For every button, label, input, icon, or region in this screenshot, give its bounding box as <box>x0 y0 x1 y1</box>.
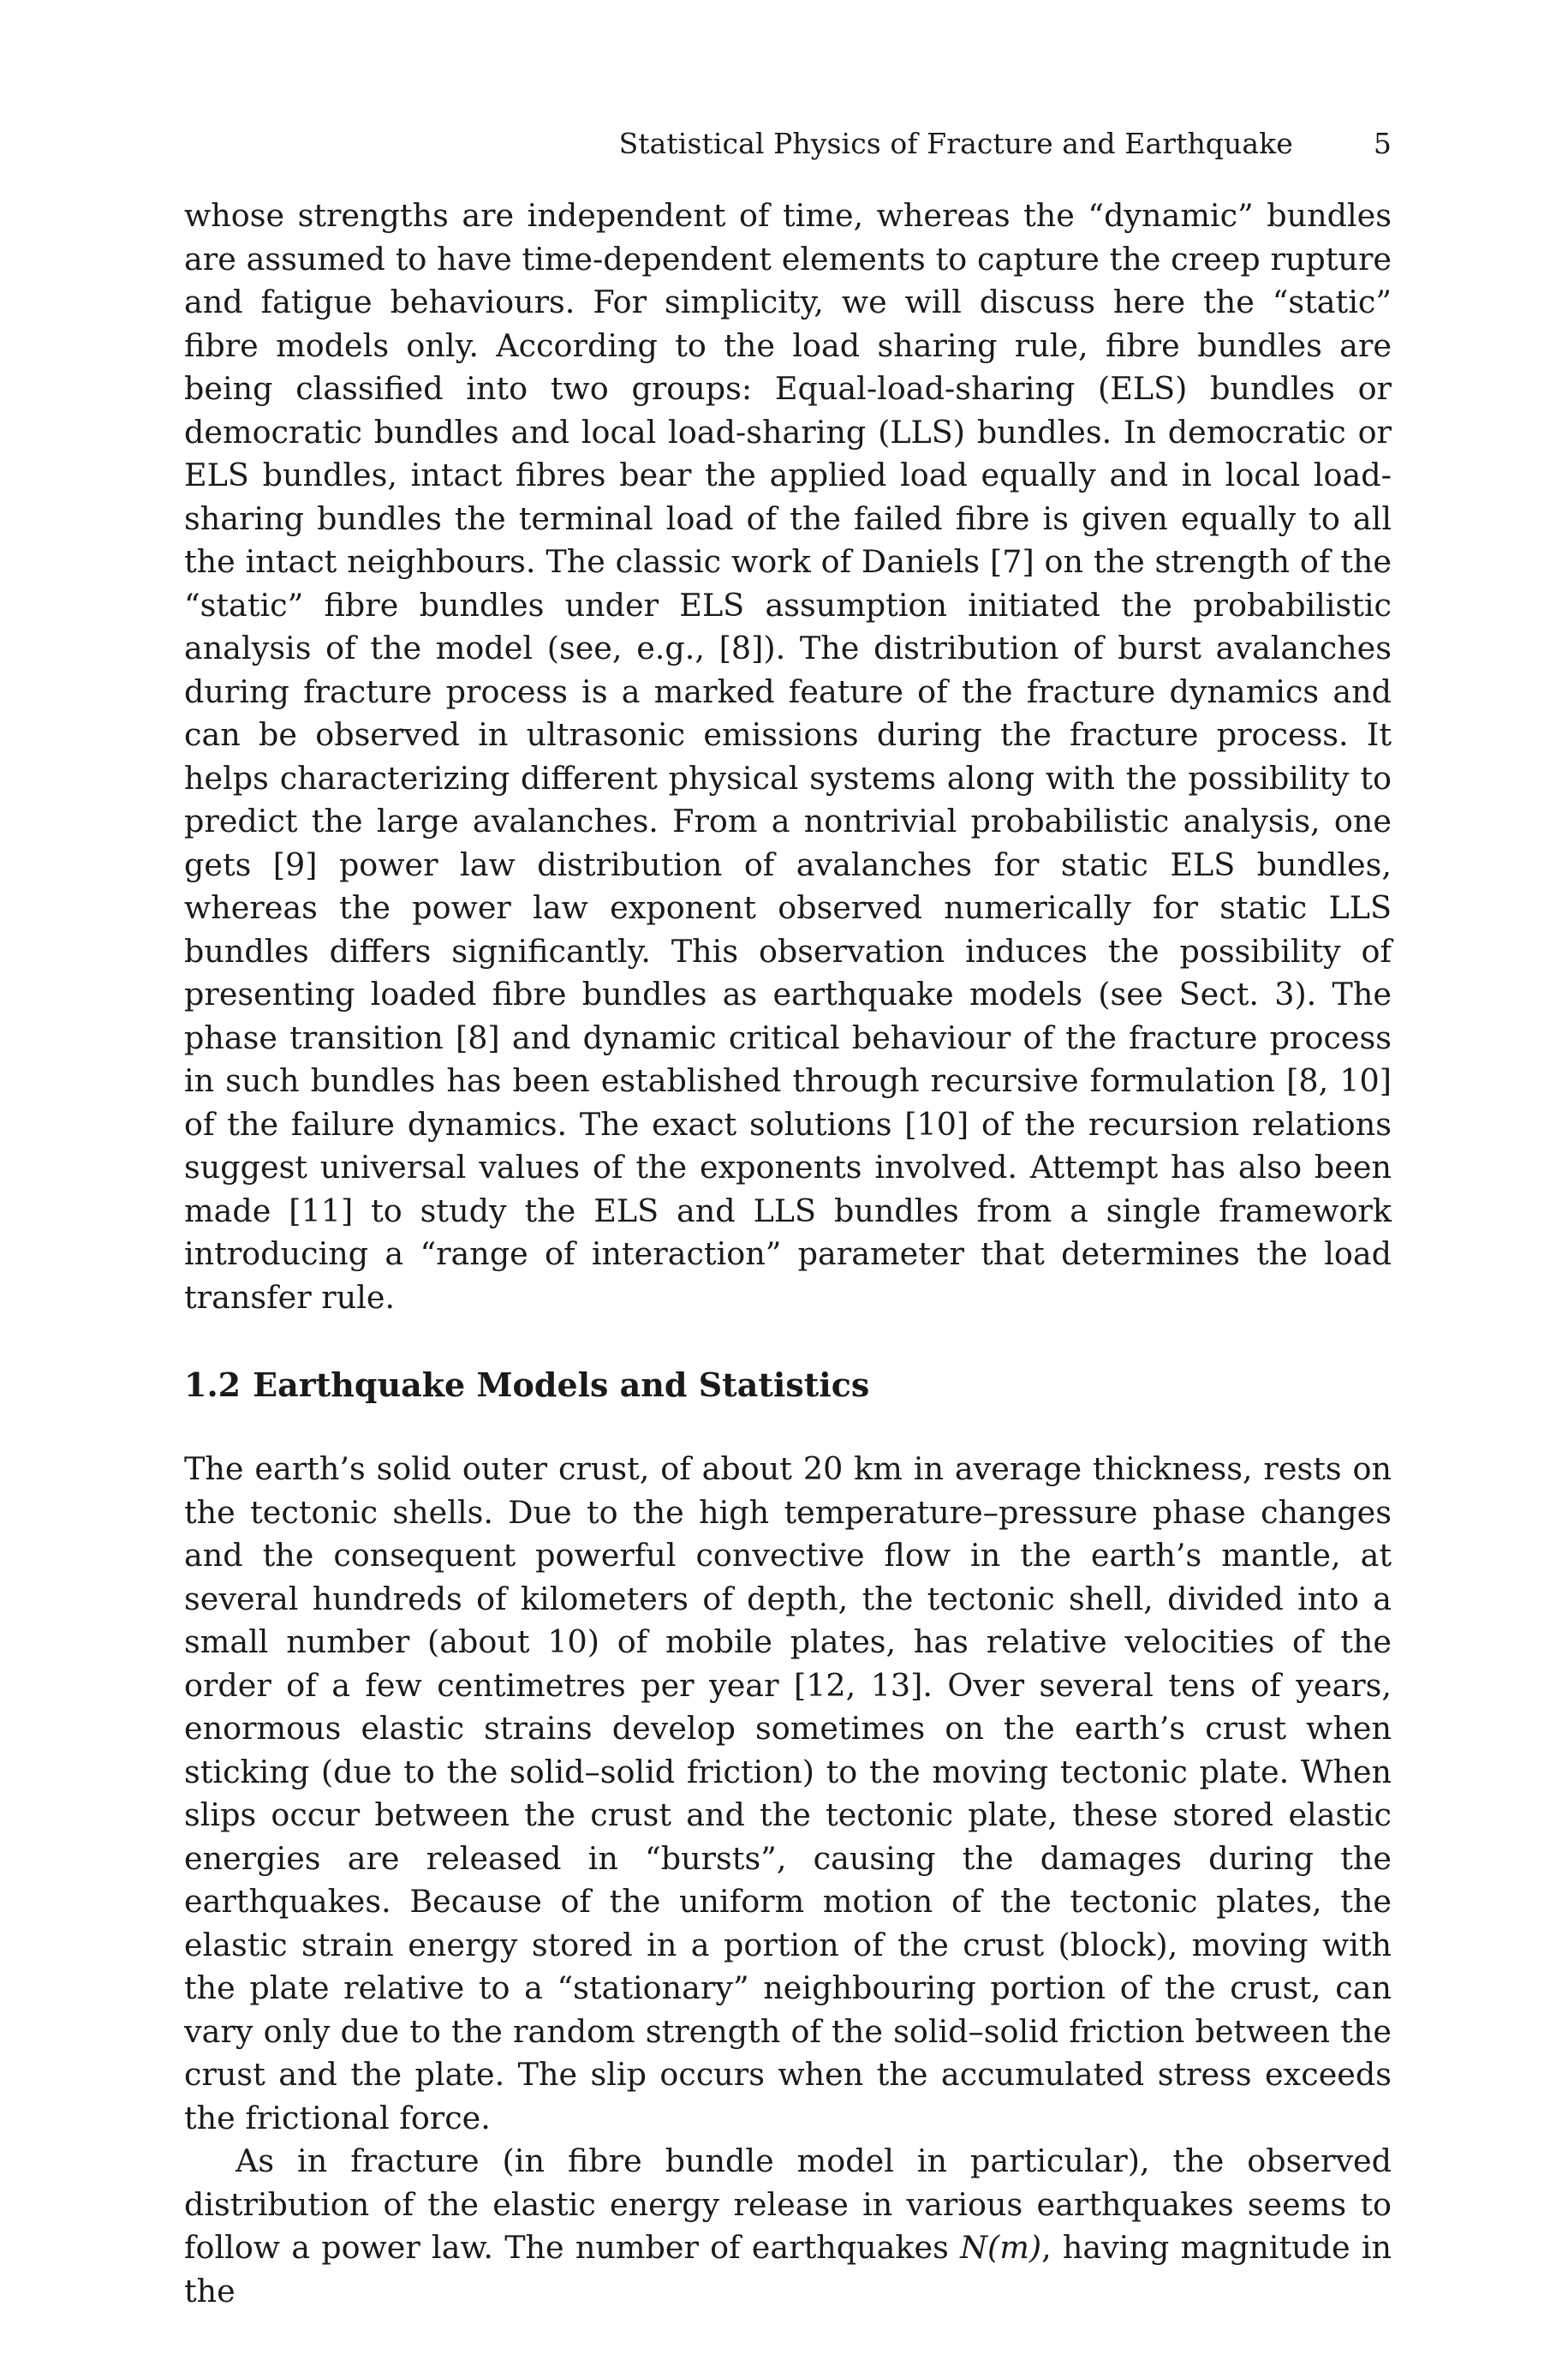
section-title: Earthquake Models and Statistics <box>253 1365 870 1404</box>
running-title: Statistical Physics of Fracture and Earthquake <box>618 127 1293 160</box>
paragraph-earth-crust: The earth’s solid outer crust, of about 20 km in average thickness, rests on the tectonic shells. Due to the high temperature–pressure phase changes and the consequent powerful convective flow in the earth’s mantle, at several hundreds of kilometers of depth, the tectonic shell, divided into a small number (about 10) of mobile plates, has relative velocities of the order of a few centimetres per year [12, 13]. Over several tens of years, enormous elastic strains develop sometimes on the earth’s crust when sticking (due to the solid–solid friction) to the moving tectonic plate. When slips occur between the crust and the tectonic plate, these stored elastic energies are released in “bursts”, causing the damages during the earthquakes. Because of the uniform motion of the tectonic plates, the elastic strain energy stored in a portion of the crust (block), moving with the plate relative to a “stationary” neighbouring portion of the crust, can vary only due to the random strength of the solid–solid friction between the crust and the plate. The slip occurs when the accumulated stress exceeds the frictional force. <box>184 1450 1392 2136</box>
math-n-of-m: N(m) <box>960 2229 1042 2266</box>
paragraph-fibre-bundles: whose strengths are independent of time, whereas the “dynamic” bundles are assumed to have time-dependent elements to capture the creep rupture and fatigue behaviours. For simplicity, we will discuss here the “static” fibre models only. According to the load sharing rule, fibre bundles are being classified into two groups: Equal-load-sharing (ELS) bundles or democratic bundles and local load-sharing (LLS) bundles. In democratic or ELS bundles, intact fibres bear the applied load equally and in local load-sharing bundles the terminal load of the failed fibre is given equally to all the intact neighbours. The classic work of Daniels [7] on the strength of the “static” fibre bundles under ELS assumption initiated the probabilistic analysis of the model (see, e.g., [8]). The distribution of burst avalanches during fracture process is a marked feature of the fracture dynamics and can be observed in ultrasonic emissions during the fracture process. It helps characterizing different physical systems along with the possibility to predict the large avalanches. From a nontrivial probabilistic analysis, one gets [9] power law distribution of avalanches for static ELS bundles, whereas the power law exponent observed numerically for static LLS bundles differs significantly. This observation induces the possibility of presenting loaded fibre bundles as earthquake models (see Sect. 3). The phase transition [8] and dynamic critical behaviour of the fracture process in such bundles has been established through recursive formulation [8, 10] of the failure dynamics. The exact solutions [10] of the recursion relations suggest universal values of the exponents involved. Attempt has also been made [11] to study the ELS and LLS bundles from a single framework introducing a “range of interaction” parameter that determines the load transfer rule. <box>184 197 1392 1316</box>
paragraph-power-law <box>184 2140 1392 2313</box>
running-header <box>184 127 1392 175</box>
page <box>184 127 1392 2313</box>
section-number: 1.2 <box>184 1365 241 1404</box>
page-number: 5 <box>1373 127 1392 160</box>
paragraph-power-law-text: As in fracture (in fibre bundle model in particular), the observed distribution of the elastic energy release in various earthquakes seems to follow a power law. The number of earthquakes <box>184 2142 1392 2266</box>
section-heading <box>184 1364 1392 1407</box>
paragraph-power-law-tail: , having magnitude in the <box>184 2229 1392 2309</box>
